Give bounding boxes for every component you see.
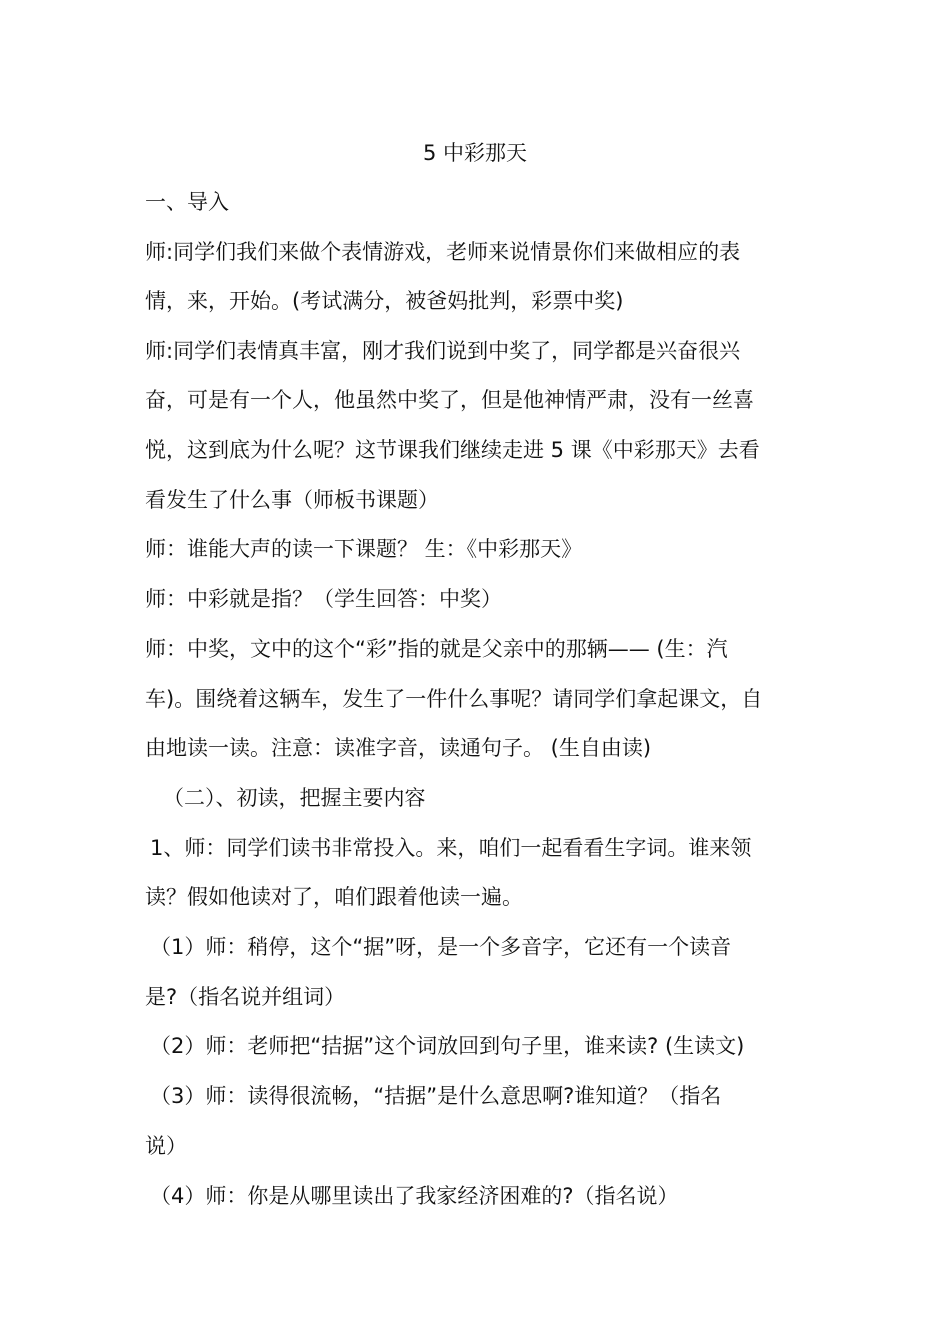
paragraph-line: 师：中彩就是指？（学生回答：中奖） [145, 587, 502, 611]
paragraph-line: 情，来，开始。(考试满分，被爸妈批判，彩票中奖) [145, 289, 624, 313]
paragraph-line: 车)。围绕着这辆车，发生了一件什么事呢？请同学们拿起课文，自 [145, 687, 763, 711]
paragraph-line: 1、师：同学们读书非常投入。来，咱们一起看看生字词。谁来领 [150, 836, 752, 860]
list-item: （3）师：读得很流畅，“拮据”是什么意思啊?谁知道？（指名 [150, 1084, 722, 1108]
paragraph-line: 师:同学们我们来做个表情游戏，老师来说情景你们来做相应的表 [145, 240, 741, 264]
paragraph-line: 说） [145, 1134, 187, 1158]
paragraph-line: 奋，可是有一个人，他虽然中奖了，但是他神情严肃，没有一丝喜 [145, 388, 754, 412]
section-heading-intro: 一、导入 [145, 190, 229, 214]
paragraph-line: 师：中奖，文中的这个“彩”指的就是父亲中的那辆—— (生：汽 [145, 637, 728, 661]
paragraph-line: 是?（指名说并组词） [145, 985, 346, 1009]
paragraph-line: 看发生了什么事（师板书课题） [145, 488, 439, 512]
paragraph-line: 师：谁能大声的读一下课题？ 生：《中彩那天》 [145, 537, 583, 561]
document-title: 5 中彩那天 [422, 141, 528, 165]
section-heading-first-reading: （二）、初读，把握主要内容 [163, 786, 426, 810]
list-item: （4）师：你是从哪里读出了我家经济困难的?（指名说） [150, 1184, 679, 1208]
paragraph-line: 由地读一读。注意：读准字音，读通句子。 (生自由读) [145, 736, 652, 760]
paragraph-line: 悦，这到底为什么呢？这节课我们继续走进 5 课《中彩那天》去看 [145, 438, 760, 462]
list-item: （2）师：老师把“拮据”这个词放回到句子里，谁来读? (生读文) [150, 1034, 745, 1058]
paragraph-line: 读？假如他读对了，咱们跟着他读一遍。 [145, 885, 523, 909]
paragraph-line: 师:同学们表情真丰富，刚才我们说到中奖了，同学都是兴奋很兴 [145, 339, 741, 363]
list-item: （1）师：稍停，这个“据”呀，是一个多音字，它还有一个读音 [150, 935, 732, 959]
